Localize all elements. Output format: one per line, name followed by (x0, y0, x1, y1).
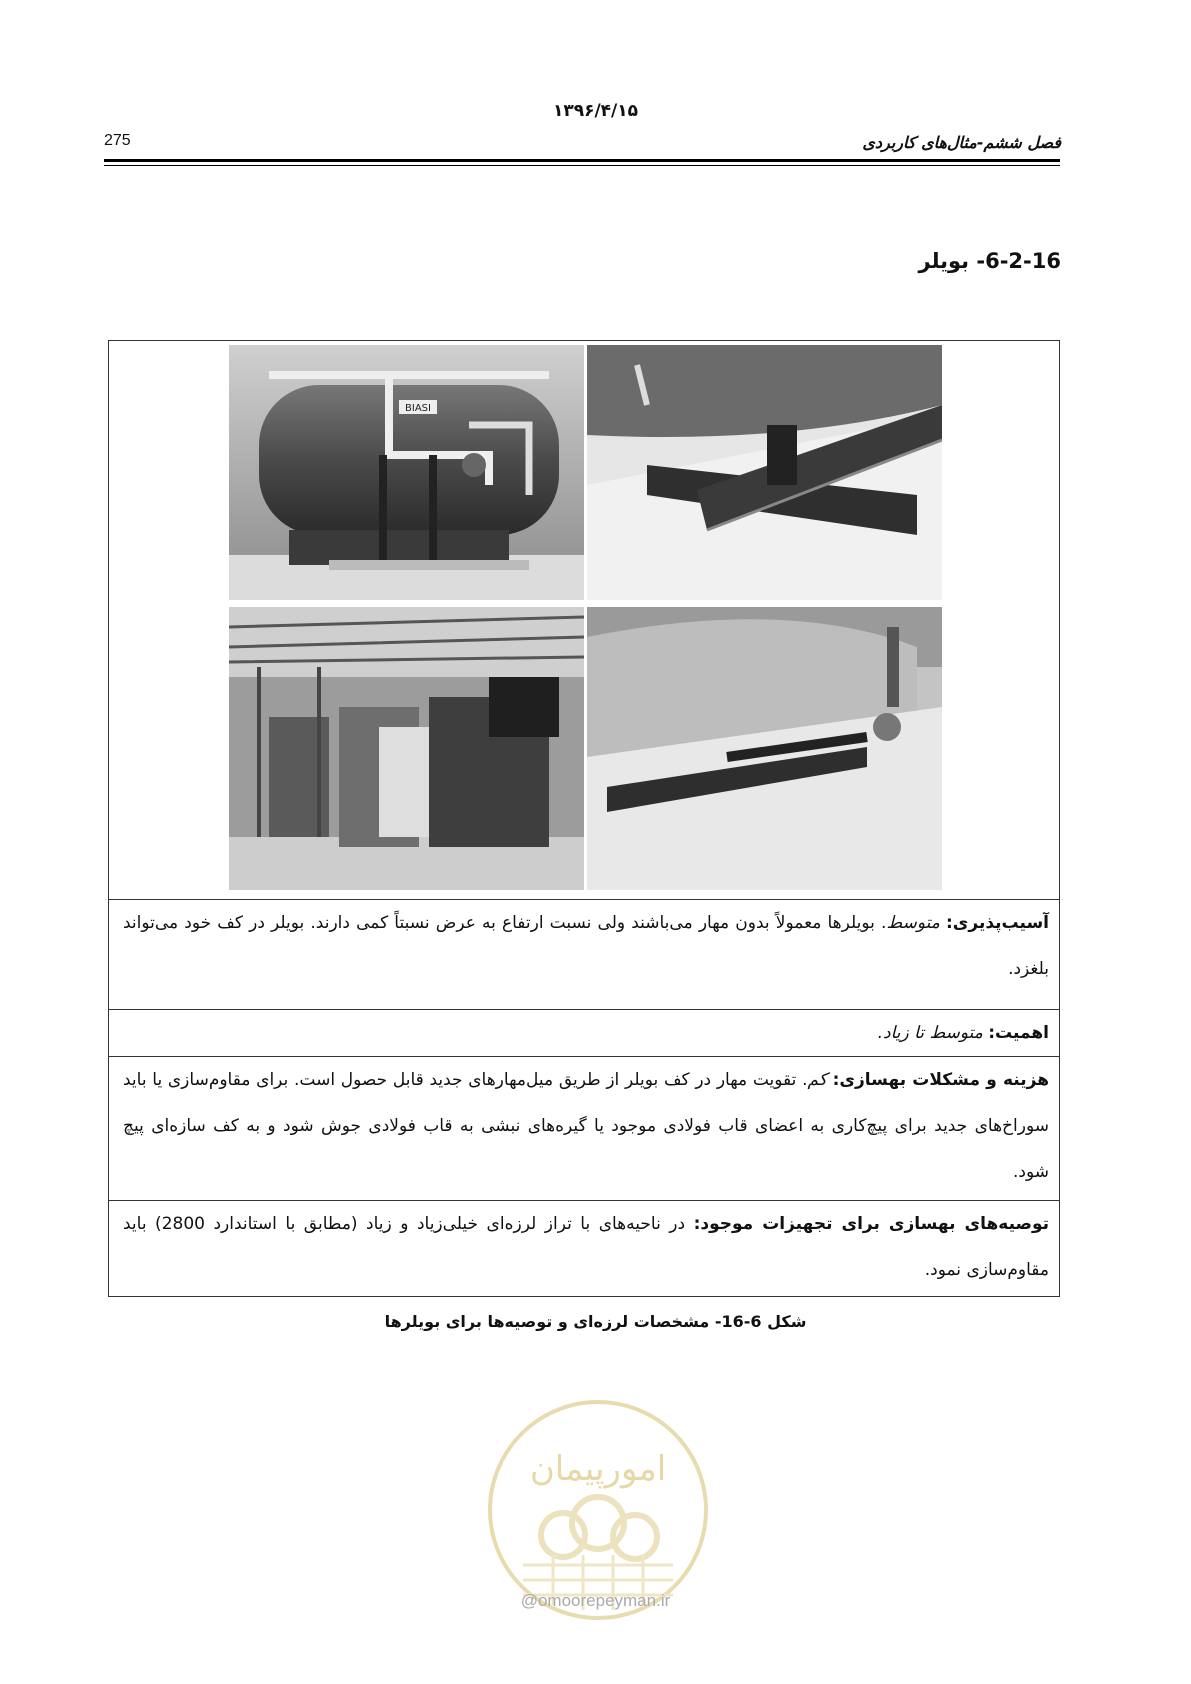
watermark-logo-text: امورپیمان (529, 1449, 667, 1489)
figure-caption: شکل 6-16- مشخصات لرزه‌ای و توصیه‌ها برای بویلرها (384, 1312, 807, 1331)
photo-steel-base (587, 345, 942, 600)
vulnerability-row (109, 899, 1059, 1009)
recommendation-label: توصیه‌های بهسازی برای تجهیزات موجود: (693, 1214, 1049, 1234)
section-title: 6-2-16- بویلر (918, 249, 1061, 273)
boiler-photos (229, 345, 942, 890)
cost-label: هزینه و مشکلات بهسازی: (832, 1070, 1049, 1090)
photo-boiler-beams (587, 607, 942, 890)
cost-value: کم (807, 1070, 827, 1090)
vulnerability-text: . بویلرها معمولاً بدون مهار می‌باشند ولی نسبت ارتفاع به عرض نسبتاً کمی دارند. بویلر در کف خود می‌تواند بلغزد. (123, 913, 1049, 979)
importance-value: متوسط تا زیاد. (877, 1023, 983, 1043)
cost-text: . تقویت مهار در کف بویلر از طریق میل‌مهارهای جدید قابل حصول است. برای مقاوم‌سازی یا باید سوراخ‌های جدید برای پیچ‌کاری به اعضای قاب فولادی موجود یا گیره‌های نبشی به قاب فولادی جوش شود و به کف سازه‌ای پیچ شود. (123, 1070, 1049, 1182)
chapter-title: فصل ششم-مثال‌های کاربردی (862, 133, 1061, 152)
header-rule-thin (104, 165, 1060, 166)
photo-boiler-room (229, 607, 584, 890)
photo-boiler-piping (229, 345, 584, 600)
importance-label: اهمیت: (988, 1023, 1049, 1043)
page-number: 275 (104, 132, 131, 149)
recommendation-row (109, 1200, 1059, 1296)
header-rule-thick (104, 159, 1060, 162)
document-date: ۱۳۹۶/۴/۱۵ (552, 101, 639, 121)
watermark-url: @omoorepeyman.ir (520, 1591, 671, 1610)
vulnerability-value: متوسط (886, 913, 940, 933)
cost-row (109, 1056, 1059, 1200)
vulnerability-label: آسیب‌پذیری: (945, 913, 1050, 933)
importance-row (109, 1009, 1059, 1056)
recommendation-text: در ناحیه‌های با تراز لرزه‌ای خیلی‌زیاد و زیاد (مطابق با استاندارد 2800) باید مقاوم‌سازی نمود. (123, 1214, 1049, 1280)
boiler-brand-label: BIASI (405, 403, 431, 414)
